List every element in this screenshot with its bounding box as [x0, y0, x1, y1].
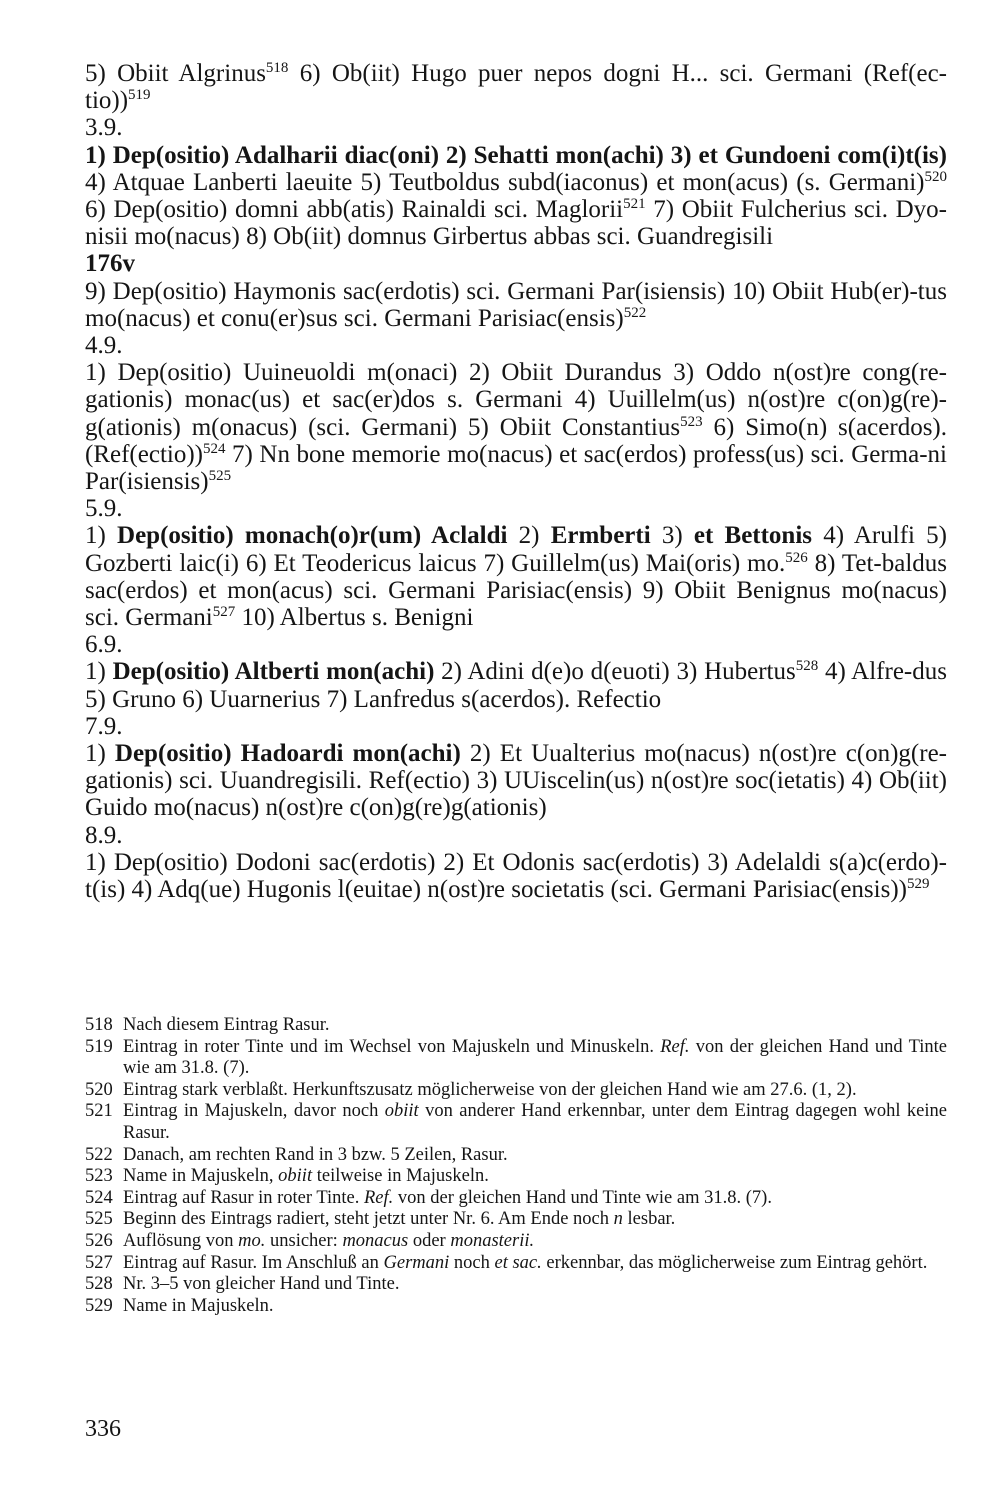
footnote-ref: 519	[128, 87, 151, 104]
footnote-number: 518	[85, 1015, 113, 1035]
date-heading: 5.9.	[85, 495, 123, 523]
footnote-ref: 520	[924, 168, 947, 185]
footnote-text	[123, 1274, 947, 1296]
entry-text: 1)	[85, 522, 118, 550]
entry-7-9	[85, 740, 947, 822]
footnote-number: 520	[85, 1079, 113, 1100]
entry-bold-text: Dep(ositio) Altberti mon(achi)	[112, 658, 435, 686]
footnote	[85, 1209, 947, 1231]
footnote-italic-text: Germani	[383, 1252, 450, 1273]
footnote-text-part: Eintrag stark verblaßt. Herkunftszusatz möglicherweise von der gleichen Hand wie am 27.6. (1, 2).	[123, 1079, 857, 1100]
footnote-italic-text: mo.	[238, 1230, 266, 1251]
entry-text: 1)	[85, 740, 115, 768]
entry-6-9	[85, 658, 947, 712]
footnote-italic-text: monasterii.	[450, 1230, 535, 1251]
footnote-text	[123, 1188, 947, 1210]
footnote-text	[123, 1101, 947, 1144]
page-number: 336	[85, 1416, 121, 1442]
footnote-text-part: unsicher:	[265, 1230, 343, 1251]
footnote	[85, 1296, 947, 1318]
footnote-text-part: Nr. 3–5 von gleicher Hand und Tinte.	[123, 1274, 400, 1295]
footnote-ref: 529	[906, 876, 930, 893]
footnote-ref: 527	[212, 604, 236, 621]
footnote-number: 521	[85, 1101, 113, 1122]
footnote-text-part: lesbar.	[622, 1209, 676, 1230]
footnote-text	[123, 1209, 947, 1231]
footnote-italic-text: Ref.	[363, 1187, 394, 1208]
footnote-text-part: Eintrag auf Rasur in roter Tinte.	[123, 1187, 364, 1208]
footnote-text-part: Eintrag in roter Tinte und im Wechsel von Majuskeln und Minuskeln.	[123, 1036, 661, 1057]
date-heading: 7.9.	[85, 712, 123, 740]
footnote-text-part: Danach, am rechten Rand in 3 bzw. 5 Zeilen, Rasur.	[123, 1144, 508, 1165]
entry-text: 6) Simo(n) s(acerdos). (Ref(ectio))	[85, 413, 948, 468]
entry-text: 5) Obiit Algrinus	[85, 60, 266, 87]
footnote-number: 519	[85, 1036, 113, 1057]
footnote-italic-text: et sac.	[494, 1252, 542, 1273]
footnote-text-part: Eintrag in Majuskeln, davor noch	[123, 1101, 385, 1122]
footnote-text-part: von der gleichen Hand und Tinte wie am 31.8. (7).	[393, 1187, 772, 1208]
footnote	[85, 1101, 947, 1144]
footnote-text-part: Beginn des Eintrags radiert, steht jetzt unter Nr. 6. Am Ende noch	[123, 1209, 614, 1230]
footnote-italic-text: n	[613, 1209, 623, 1230]
footnotes	[85, 1015, 947, 1317]
footnote-text	[123, 1253, 947, 1275]
entry-text: 4) Atquae Lanberti laeuite 5) Teutboldus subd(iaconus) et mon(acus) (s. Germani)	[85, 168, 925, 196]
footnote	[85, 1015, 947, 1037]
entry-bold-text: et Bettonis	[693, 522, 813, 550]
entry-bold-text: 1) Dep(ositio) Adalharii diac(oni) 2) Sehatti mon(achi) 3) et Gundoeni com(i)t(is)	[85, 141, 947, 169]
entry-text: 7) Obiit Fulcherius sci. Dyo-nisii mo(nacus) 8) Ob(iit) domnus Girbertus abbas sci. Guandregisili	[85, 196, 947, 251]
entry-bold-text: Dep(ositio) monach(o)r(um) Aclaldi	[117, 522, 508, 550]
footnote-ref: 525	[208, 468, 232, 485]
footnote-ref: 524	[202, 440, 226, 457]
footnote-text-part: von anderer Hand erkennbar, unter dem Eintrag dagegen wohl keine Rasur.	[123, 1101, 947, 1143]
entry-3-9	[85, 142, 947, 251]
footnote-italic-text: Ref.	[660, 1036, 690, 1057]
footnote-italic-text: monacus	[342, 1230, 409, 1251]
footnote-number: 529	[85, 1295, 113, 1316]
entry-31-8-end	[85, 60, 947, 114]
footnote-text-part: Eintrag auf Rasur. Im Anschluß an	[123, 1252, 384, 1273]
footnote	[85, 1037, 947, 1080]
entry-text: 10) Albertus s. Benigni	[235, 604, 474, 632]
entry-bold-text: Dep(ositio) Hadoardi mon(achi)	[114, 740, 461, 768]
entry-text: 6) Ob(iit) Hugo puer nepos dogni H... sci. Germani (Ref(ec-tio))	[85, 60, 947, 115]
footnote	[85, 1231, 947, 1253]
footnote-number: 528	[85, 1274, 113, 1295]
footnote-ref: 528	[795, 658, 819, 675]
footnote	[85, 1166, 947, 1188]
footnote-number: 526	[85, 1230, 113, 1251]
footnote	[85, 1274, 947, 1296]
footnote-text	[123, 1231, 947, 1253]
footnote-number: 527	[85, 1252, 113, 1273]
entry-8-9	[85, 849, 947, 903]
date-heading: 4.9.	[85, 332, 123, 360]
entry-text: 3)	[650, 522, 694, 550]
footnote-text	[123, 1145, 947, 1167]
footnote-text-part: erkennbar, das möglicherweise zum Eintrag gehört.	[541, 1252, 928, 1273]
date-heading: 6.9.	[85, 631, 123, 659]
footnote-text	[123, 1166, 947, 1188]
folio-heading: 176v	[85, 250, 135, 278]
entry-text: 1) Dep(ositio) Dodoni sac(erdotis) 2) Et Odonis sac(erdotis) 3) Adelaldi s(a)c(erdo)-t(is) 4) Adq(ue) Hugonis l(euitae) n(ost)re societatis (sci. Germani Parisiac(ensis))	[85, 848, 947, 904]
entry-text: 9) Dep(ositio) Haymonis sac(erdotis) sci. Germani Par(isiensis) 10) Obiit Hub(er)-tus mo(nacus) et conu(er)sus sci. Germani Parisiac(ensis)	[85, 277, 947, 332]
date-heading: 3.9.	[85, 114, 123, 142]
footnote-italic-text: obiit	[278, 1166, 313, 1187]
footnote-ref: 522	[623, 304, 647, 321]
footnote-text-part: Auflösung von	[123, 1230, 239, 1251]
entry-text: 4) Arulfi 5) Gozberti laic(i) 6) Et Teodericus laicus 7) Guillelm(us) Mai(oris) mo.	[85, 522, 947, 577]
entry-text: 1) Dep(ositio) Uuineuoldi m(onaci) 2) Obiit Durandus 3) Oddo n(ost)re cong(re-gationis) monac(us) et sac(er)dos s. Germani 4) Uuillelm(us) n(ost)re c(on)g(re)-g(ationis) m(onacus) (sci. Germani) 5) Obiit Constantius	[85, 359, 947, 441]
footnote	[85, 1188, 947, 1210]
footnote-ref: 523	[680, 413, 703, 430]
footnote-text-part: teilweise in Majuskeln.	[312, 1166, 489, 1187]
entry-text: 8) Tet-baldus sac(erdos) et mon(acus) sci. Germani Parisiac(ensis) 9) Obiit Benignus mo(nacus) sci. Germani	[85, 549, 947, 632]
entry-bold-text: Ermberti	[550, 522, 651, 550]
footnote	[85, 1080, 947, 1102]
footnote-number: 523	[85, 1166, 113, 1187]
footnote-text	[123, 1037, 947, 1080]
footnote-text-part: oder	[408, 1230, 451, 1251]
date-heading: 8.9.	[85, 821, 123, 849]
entry-5-9	[85, 522, 947, 631]
footnote-text	[123, 1080, 947, 1102]
footnote-ref: 521	[623, 196, 646, 213]
footnote-text	[123, 1015, 947, 1037]
entry-text: 1)	[85, 658, 113, 686]
footnote-text-part: Nach diesem Eintrag Rasur.	[123, 1015, 330, 1035]
entry-text: 2) Adini d(e)o d(euoti) 3) Hubertus	[434, 658, 796, 686]
entry-4-9	[85, 359, 947, 495]
entry-text: 2) Et Uualterius mo(nacus) n(ost)re c(on)g(re-gationis) sci. Uuandregisili. Ref(ectio) 3) UUiscelin(us) n(ost)re soc(ietatis) 4) Ob(iit) Guido mo(nacus) n(ost)re c(on)g(re)g(ationis)	[85, 740, 948, 822]
main-text	[85, 60, 947, 903]
footnote-number: 524	[85, 1187, 113, 1208]
footnote-ref: 526	[785, 549, 808, 566]
entry-text: 4) Alfre-dus 5) Gruno 6) Uuarnerius 7) Lanfredus s(acerdos). Refectio	[85, 658, 947, 713]
entry-text: 2)	[507, 522, 551, 550]
footnote-text-part: von der gleichen Hand und Tinte wie am 31.8. (7).	[123, 1036, 947, 1079]
entry-3-9-cont	[85, 278, 947, 332]
footnote-text-part: Name in Majuskeln,	[123, 1166, 279, 1187]
footnote-text-part: Name in Majuskeln.	[123, 1295, 274, 1316]
footnote-number: 522	[85, 1144, 113, 1165]
footnote-text-part: noch	[449, 1252, 495, 1273]
entry-text: 6) Dep(ositio) domni abb(atis) Rainaldi sci. Maglorii	[85, 196, 624, 224]
entry-text: 7) Nn bone memorie mo(nacus) et sac(erdos) profess(us) sci. Germa-ni Par(isiensis)	[85, 440, 947, 496]
footnote	[85, 1253, 947, 1275]
footnote	[85, 1145, 947, 1167]
footnote-ref: 518	[265, 60, 289, 76]
footnote-text	[123, 1296, 947, 1318]
footnote-number: 525	[85, 1209, 113, 1230]
footnote-italic-text: obiit	[384, 1101, 419, 1122]
